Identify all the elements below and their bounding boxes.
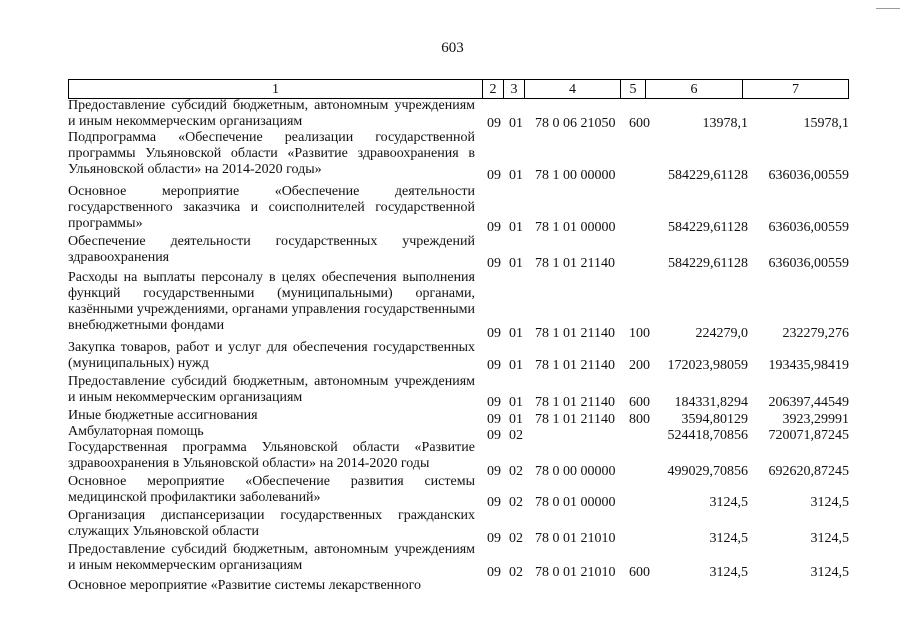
cell-amount-7: 692620,87245 <box>768 464 849 479</box>
header-col-6: 6 <box>646 80 743 98</box>
cell-amount-7: 3124,5 <box>810 531 849 546</box>
cell-subsection: 02 <box>509 495 523 510</box>
header-col-7: 7 <box>792 82 799 97</box>
cell-section: 09 <box>487 220 501 235</box>
cell-subsection: 01 <box>509 116 523 131</box>
table-row <box>0 184 905 234</box>
cell-target-code: 78 1 01 21140 <box>535 412 615 427</box>
cell-amount-6: 224279,0 <box>695 326 748 341</box>
cell-expense-type: 600 <box>629 116 650 131</box>
cell-section: 09 <box>487 531 501 546</box>
header-col-2: 2 <box>483 80 504 98</box>
page-number: 603 <box>441 40 464 56</box>
table-row <box>0 542 905 578</box>
table-row <box>0 340 905 374</box>
cell-amount-7: 206397,44549 <box>768 395 849 410</box>
table-header <box>68 79 849 99</box>
cell-section: 09 <box>487 358 501 373</box>
cell-amount-7: 3124,5 <box>810 565 849 580</box>
row-description: Основное мероприятие «Обеспечение развития системы медицинской профилактики заболеваний» <box>68 474 475 505</box>
cell-amount-6: 499029,70856 <box>667 464 748 479</box>
cell-amount-7: 15978,1 <box>803 116 849 131</box>
cell-subsection: 02 <box>509 428 523 443</box>
cell-section: 09 <box>487 565 501 580</box>
cell-target-code: 78 1 01 00000 <box>535 220 616 235</box>
cell-amount-7: 193435,98419 <box>768 358 849 373</box>
table-row <box>0 578 905 594</box>
cell-expense-type: 100 <box>629 326 650 341</box>
cell-subsection: 02 <box>509 565 523 580</box>
cell-amount-6: 13978,1 <box>702 116 748 131</box>
cell-target-code: 78 1 01 21140 <box>535 358 615 373</box>
cell-target-code: 78 1 01 21140 <box>535 326 615 341</box>
cell-target-code: 78 0 06 21050 <box>535 116 616 131</box>
cell-amount-6: 184331,8294 <box>674 395 748 410</box>
cell-expense-type: 600 <box>629 395 650 410</box>
cell-target-code: 78 0 01 21010 <box>535 531 616 546</box>
cell-target-code: 78 0 01 00000 <box>535 495 616 510</box>
table-row <box>0 440 905 479</box>
table-body <box>0 98 905 594</box>
row-description: Амбулаторная помощь <box>68 424 204 439</box>
cell-subsection: 01 <box>509 326 523 341</box>
row-description: Обеспечение деятельности государственных учреждений здравоохранения <box>68 234 475 265</box>
header-col-5: 5 <box>621 80 646 98</box>
row-description: Предоставление субсидий бюджетным, автономным учреждениям и иным некоммерческим организациям <box>68 542 475 573</box>
row-description: Закупка товаров, работ и услуг для обеспечения государственных (муниципальных) нужд <box>68 340 475 371</box>
cell-subsection: 01 <box>509 412 523 427</box>
cell-amount-6: 584229,61128 <box>668 168 748 183</box>
table-row <box>0 508 905 546</box>
cell-section: 09 <box>487 395 501 410</box>
table-row <box>0 270 905 340</box>
cell-subsection: 01 <box>509 220 523 235</box>
cell-section: 09 <box>487 168 501 183</box>
row-description: Подпрограмма «Обеспечение реализации государственной программы Ульяновской области «Развитие здравоохранения в Ульяновской области» на 2014-2020 годы» <box>68 130 475 177</box>
row-description: Расходы на выплаты персоналу в целях обеспечения выполнения функций государственными (муниципальными) органами, казёнными учреждениями, органами управления государственными внебюджетными фондами <box>68 270 475 333</box>
row-description: Основное мероприятие «Обеспечение деятельности государственного заказчика и соисполнителей государственной программы» <box>68 184 475 231</box>
cell-subsection: 02 <box>509 464 523 479</box>
cell-target-code: 78 1 00 00000 <box>535 168 616 183</box>
row-description: Организация диспансеризации государственных гражданских служащих Ульяновской области <box>68 508 475 539</box>
row-description: Государственная программа Ульяновской области «Развитие здравоохранения в Ульяновской области» на 2014-2020 годы <box>68 440 475 471</box>
cell-amount-7: 3923,29991 <box>782 412 849 427</box>
cell-subsection: 01 <box>509 395 523 410</box>
cell-expense-type: 800 <box>629 412 650 427</box>
cell-amount-6: 3124,5 <box>709 531 748 546</box>
cell-section: 09 <box>487 428 501 443</box>
cell-amount-6: 3124,5 <box>709 495 748 510</box>
cell-amount-6: 3124,5 <box>709 565 748 580</box>
cell-target-code: 78 1 01 21140 <box>535 256 615 271</box>
cell-target-code: 78 0 01 21010 <box>535 565 616 580</box>
row-description: Предоставление субсидий бюджетным, автономным учреждениям и иным некоммерческим организациям <box>68 374 475 405</box>
cell-amount-6: 3594,80129 <box>681 412 748 427</box>
table-row <box>0 98 905 130</box>
cell-amount-7: 636036,00559 <box>768 256 849 271</box>
header-col-4: 4 <box>525 80 621 98</box>
header-col-3: 3 <box>504 80 525 98</box>
row-description: Основное мероприятие «Развитие системы лекарственного <box>68 578 422 593</box>
cell-amount-6: 584229,61128 <box>668 256 748 271</box>
cell-amount-6: 584229,61128 <box>668 220 748 235</box>
table-row <box>0 474 905 508</box>
cell-section: 09 <box>487 495 501 510</box>
cell-amount-7: 636036,00559 <box>768 168 849 183</box>
table-row <box>0 424 905 443</box>
table-row <box>0 374 905 408</box>
table-row <box>0 234 905 270</box>
cell-section: 09 <box>487 326 501 341</box>
cell-section: 09 <box>487 412 501 427</box>
cell-subsection: 02 <box>509 531 523 546</box>
cell-section: 09 <box>487 116 501 131</box>
table-row <box>0 408 905 427</box>
cell-expense-type: 600 <box>629 565 650 580</box>
header-col-1: 1 <box>69 80 483 98</box>
cell-amount-6: 524418,70856 <box>667 428 748 443</box>
cell-subsection: 01 <box>509 168 523 183</box>
cell-subsection: 01 <box>509 358 523 373</box>
row-description: Предоставление субсидий бюджетным, автономным учреждениям и иным некоммерческим организациям <box>68 98 475 129</box>
cell-amount-6: 172023,98059 <box>667 358 748 373</box>
cell-amount-7: 720071,87245 <box>768 428 849 443</box>
row-description: Иные бюджетные ассигнования <box>68 408 258 423</box>
cell-expense-type: 200 <box>629 358 650 373</box>
table-row <box>0 130 905 184</box>
cell-subsection: 01 <box>509 256 523 271</box>
cell-target-code: 78 0 00 00000 <box>535 464 616 479</box>
cell-section: 09 <box>487 464 501 479</box>
corner-mark <box>876 8 900 9</box>
cell-amount-7: 636036,00559 <box>768 220 849 235</box>
cell-amount-7: 3124,5 <box>810 495 849 510</box>
cell-section: 09 <box>487 256 501 271</box>
cell-amount-7: 232279,276 <box>782 326 849 341</box>
cell-target-code: 78 1 01 21140 <box>535 395 615 410</box>
